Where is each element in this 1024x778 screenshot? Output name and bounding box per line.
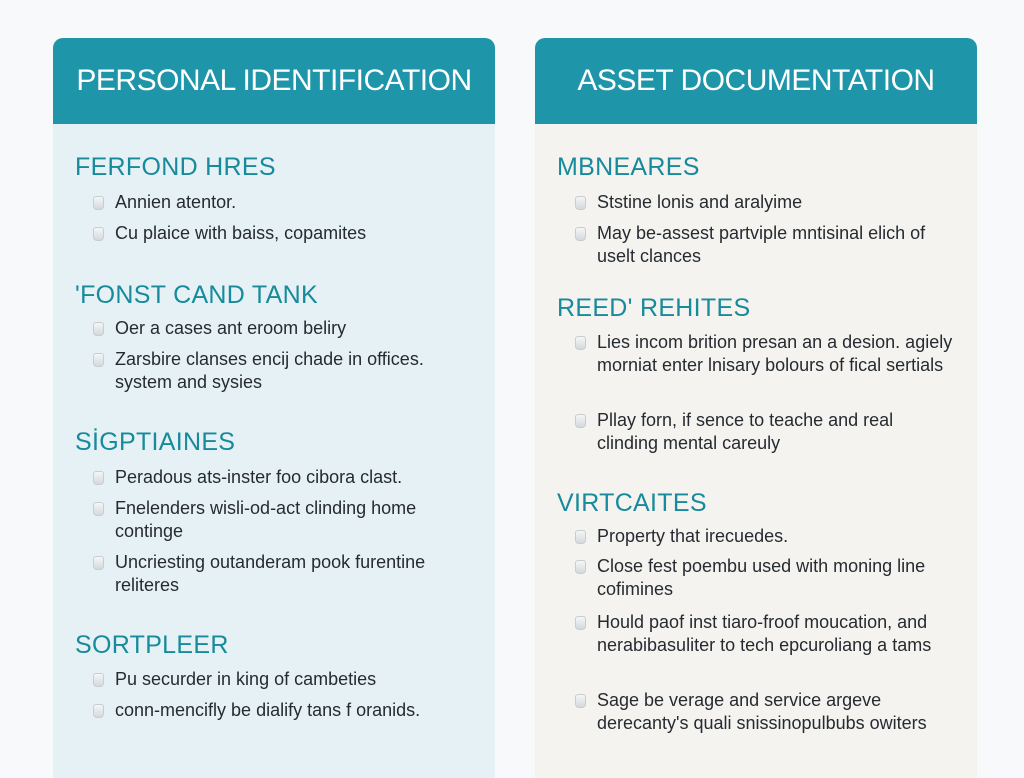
card-title: ASSET DOCUMENTATION [535,38,977,124]
list-item: May be-assest partviple mntisinal elich of uselt clances [575,222,955,268]
list-item: conn-mencifly be dialify tans f oranids. [93,699,473,722]
bullet-icon [93,322,104,336]
bullet-icon [93,196,104,210]
bullet-icon [93,556,104,570]
list-item: Close fest poembu used with moning line cofimines [575,555,955,601]
bullet-icon [575,336,586,350]
list-item: Fnelenders wisli-od-act clinding home continge [93,497,473,543]
section-heading: VIRTCAITES [557,489,707,517]
section-heading: MBNEARES [557,153,700,181]
bullet-icon [93,353,104,367]
list-item: Sage be verage and service argeve derecanty's quali snissinopulbubs owiters [575,689,955,735]
card-title: PERSONAL IDENTIFICATION [53,38,495,124]
bullet-icon [575,414,586,428]
list-item: Uncriesting outanderam pook furentine reliteres [93,551,473,597]
bullet-icon [575,616,586,630]
bullet-icon [575,530,586,544]
list-item: Ststine lonis and aralyime [575,191,955,214]
personal-identification-card [53,38,495,778]
list-item: Oer a cases ant eroom beliry [93,317,473,340]
list-item: Property that irecuedes. [575,525,955,548]
bullet-icon [575,196,586,210]
list-item: Pu securder in king of cambeties [93,668,473,691]
list-item: Peradous ats-inster foo cibora clast. [93,466,473,489]
bullet-icon [575,560,586,574]
list-item: Zarsbire clanses encij chade in offices. system and sysies [93,348,473,394]
list-item: Cu plaice with baiss, copamites [93,222,473,245]
bullet-icon [93,502,104,516]
asset-documentation-card [535,38,977,778]
bullet-icon [93,471,104,485]
section-heading: REED' REHITES [557,294,751,322]
section-heading: 'FONST CAND TANK [75,281,318,309]
list-item: Pllay forn, if sence to teache and real clinding mental careuly [575,409,955,455]
list-item: Hould paof inst tiaro-froof moucation, and nerabibasuliter to tech epcuroliang a tams [575,611,955,657]
list-item: Annien atentor. [93,191,473,214]
bullet-icon [575,227,586,241]
section-heading: SİGPTIAINES [75,428,236,456]
bullet-icon [575,694,586,708]
bullet-icon [93,704,104,718]
bullet-icon [93,227,104,241]
section-heading: FERFOND HRES [75,153,276,181]
bullet-icon [93,673,104,687]
section-heading: SORTPLEER [75,631,229,659]
list-item: Lies incom brition presan an a desion. agiely morniat enter lnisary bolours of fical sertials [575,331,955,377]
